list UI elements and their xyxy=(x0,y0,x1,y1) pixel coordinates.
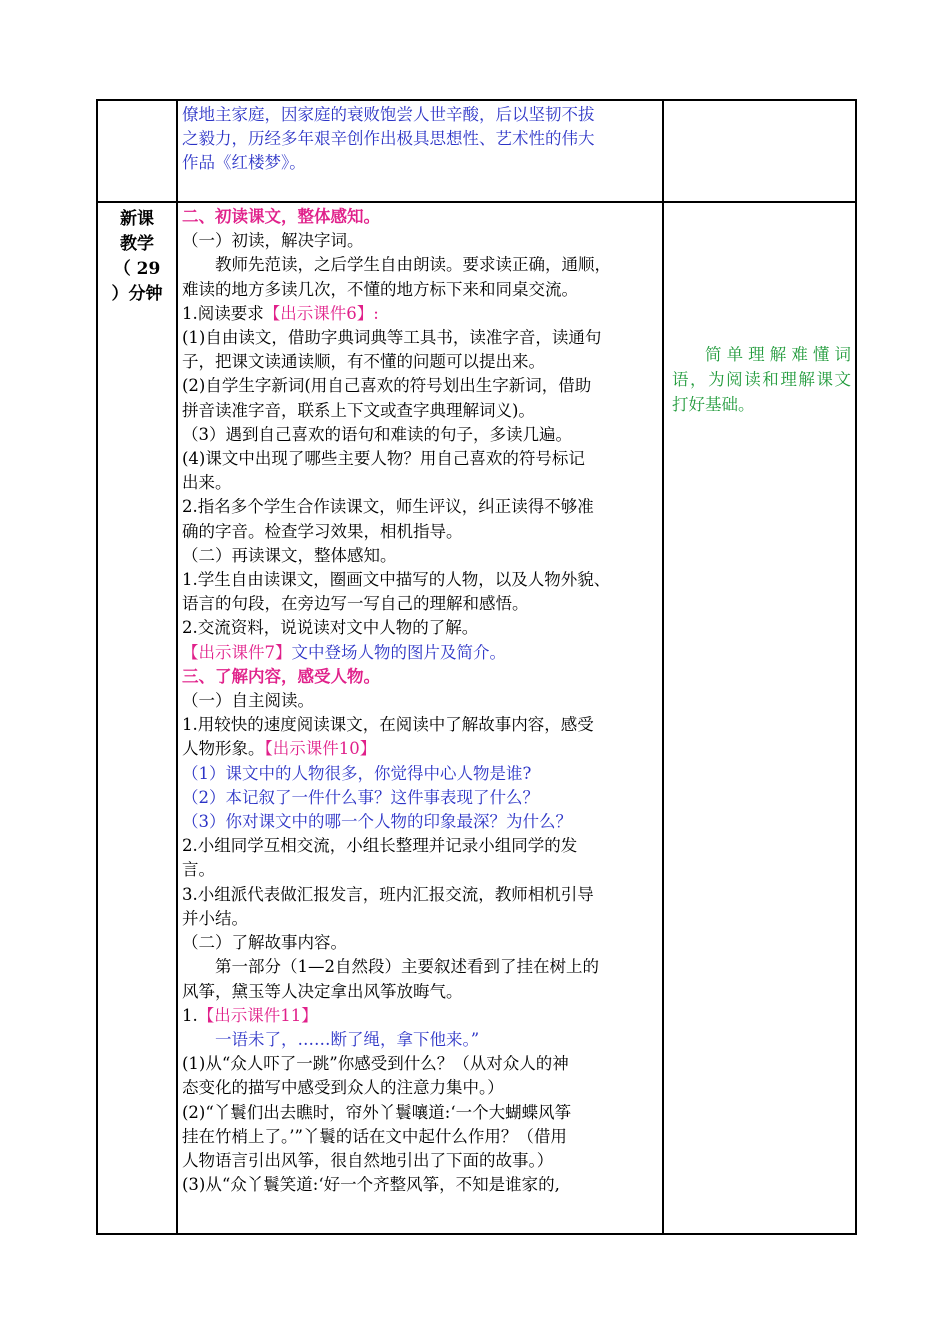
text-line xyxy=(182,302,658,326)
text-line: （二）再读课文，整体感知。 xyxy=(182,545,397,565)
question-line: （1）课文中的人物很多，你觉得中心人物是谁? xyxy=(182,763,532,783)
label-cell xyxy=(97,100,177,202)
text-line: 2.小组同学互相交流，小组长整理并记录小组同学的发 xyxy=(182,836,578,856)
text-line: (4)课文中出现了哪些主要人物？用自己喜欢的符号标记 xyxy=(182,449,585,469)
section-heading: 二、初读课文，整体感知。 xyxy=(182,207,380,226)
section-heading: 三、了解内容，感受人物。 xyxy=(182,666,380,686)
text-line: 第一部分（1—2自然段）主要叙述看到了挂在树上的 xyxy=(215,957,599,977)
text-line: (2)自学生字新词(用自己喜欢的符号划出生字新词，借助 xyxy=(182,376,592,396)
text-line: 并小结。 xyxy=(182,908,248,928)
text-line: （3）遇到自己喜欢的语句和难读的句子，多读几遍。 xyxy=(182,424,572,444)
time-label: （ 29 xyxy=(113,259,161,279)
text-line: (3)从“众丫鬟笑道:‘好一个齐整风筝，不知是谁家的, xyxy=(182,1175,560,1195)
text-line: 1.用较快的速度阅读课文，在阅读中了解故事内容，感受 xyxy=(182,715,594,735)
courseware-tag: 【出示课件7】 xyxy=(182,642,292,662)
text-line: 风筝，黛玉等人决定拿出风筝放晦气。 xyxy=(182,981,463,1001)
text-span: 文中登场人物的图片及简介。 xyxy=(291,642,506,662)
section-label: 教学 xyxy=(120,234,154,254)
table-row xyxy=(97,100,856,202)
text-line: 僚地主家庭，因家庭的衰败饱尝人世辛酸，后以坚韧不拔 xyxy=(182,105,595,124)
text-line: 人物语言引出风筝，很自然地引出了下面的故事。） xyxy=(182,1150,554,1170)
courseware-tag: 【出示课件11】 xyxy=(197,1005,318,1025)
text-line xyxy=(182,1004,658,1028)
text-line: （一）自主阅读。 xyxy=(182,691,314,711)
section-label: 新课 xyxy=(120,209,154,229)
text-line xyxy=(182,641,658,665)
text-line: 之毅力，历经多年艰辛创作出极具思想性、艺术性的伟大 xyxy=(182,129,595,149)
time-label: ）分钟 xyxy=(111,284,163,304)
text-line: 3.小组派代表做汇报发言，班内汇报交流，教师相机引导 xyxy=(182,884,594,904)
courseware-tag: 【出示课件6】: xyxy=(263,303,379,323)
text-line: 教师先范读，之后学生自由朗读。要求读正确，通顺， xyxy=(215,255,611,275)
text-line xyxy=(182,737,658,761)
content-cell xyxy=(177,202,663,1234)
text-line: 拼音读准字音，联系上下文或查字典理解词义)。 xyxy=(182,400,535,420)
text-line: 出来。 xyxy=(182,473,232,493)
courseware-tag: 【出示课件10】 xyxy=(264,739,377,759)
text-line: （二）了解故事内容。 xyxy=(182,933,347,953)
text-span: 人物形象。 xyxy=(182,739,265,759)
text-line: (1)从“众人吓了一跳”你感受到什么？（从对众人的神 xyxy=(182,1054,569,1074)
text-line: 确的字音。检查学习效果，相机指导。 xyxy=(182,521,463,541)
text-line: 言。 xyxy=(182,860,215,880)
text-line: 语言的句段，在旁边写一写自己的理解和感悟。 xyxy=(182,594,529,614)
text-line: 态变化的描写中感受到众人的注意力集中。） xyxy=(182,1078,504,1098)
quote-line: 一语未了，……断了绳，拿下他来。” xyxy=(215,1029,480,1049)
note-cell xyxy=(663,100,856,202)
text-line: 挂在竹梢上了。’”丫鬟的话在文中起什么作用？（借用 xyxy=(182,1126,567,1146)
text-span: 1.阅读要求 xyxy=(182,303,264,323)
text-span: 1. xyxy=(182,1005,198,1025)
text-line: 子，把课文读通读顺，有不懂的问题可以提出来。 xyxy=(182,352,545,372)
text-line: （一）初读，解决字词。 xyxy=(182,231,364,251)
text-line: 2.指名多个学生合作读课文，师生评议，纠正读得不够准 xyxy=(182,497,594,517)
table-row xyxy=(97,202,856,1234)
design-note: 简单理解难懂词语，为阅读和理解课文打好基础。 xyxy=(672,345,851,414)
text-line: 2.交流资料，说说读对文中人物的了解。 xyxy=(182,618,479,638)
label-cell xyxy=(97,202,177,1234)
question-line: （2）本记叙了一件什么事？这件事表现了什么？ xyxy=(182,787,539,807)
text-line: 难读的地方多读几次，不懂的地方标下来和同桌交流。 xyxy=(182,279,578,299)
text-line: 作品《红楼梦》。 xyxy=(182,153,306,173)
text-line: (2)“丫鬟们出去瞧时，帘外丫鬟嚷道:‘一个大蝴蝶风筝 xyxy=(182,1102,572,1122)
question-line: （3）你对课文中的哪一个人物的印象最深？为什么？ xyxy=(182,812,572,832)
text-line: (1)自由读文，借助字典词典等工具书，读准字音，读通句 xyxy=(182,328,602,348)
lesson-table xyxy=(96,99,857,1235)
text-line: 1.学生自由读课文，圈画文中描写的人物，以及人物外貌、 xyxy=(182,570,611,590)
content-cell xyxy=(177,100,663,202)
note-cell xyxy=(663,202,856,1234)
